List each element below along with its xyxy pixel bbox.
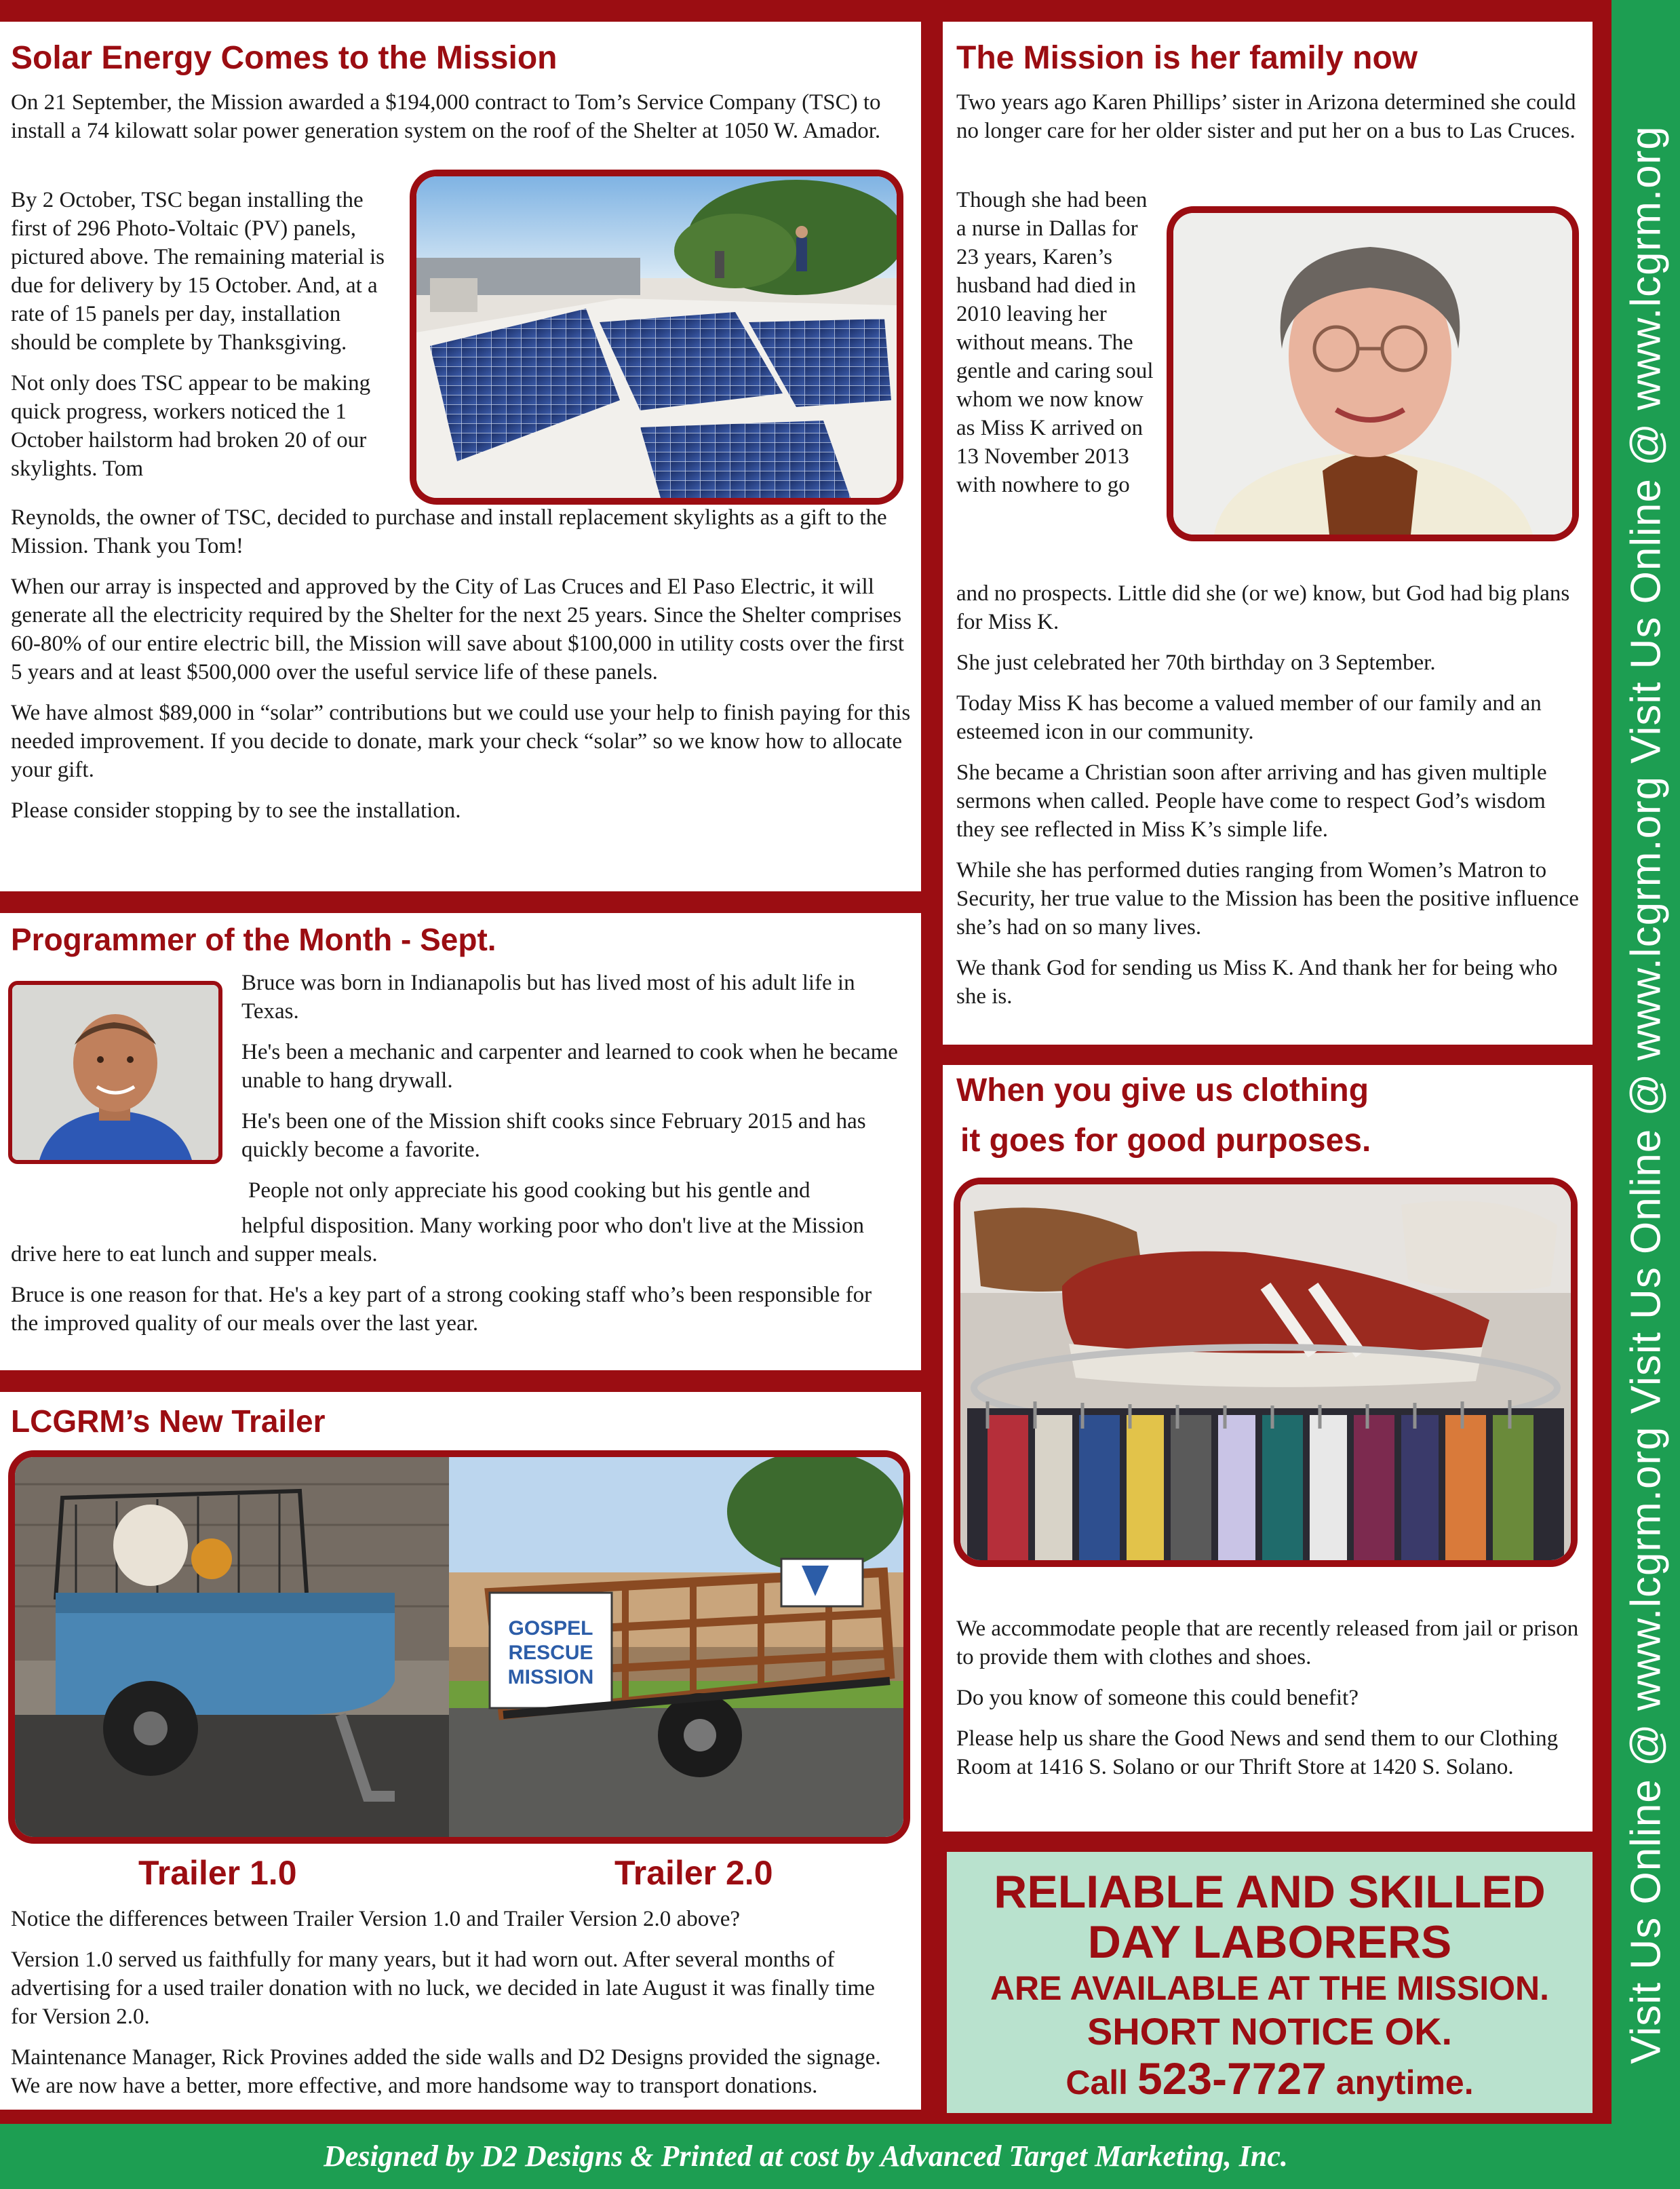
trailer-2-label: Trailer 2.0 [614,1854,773,1892]
solar-title: Solar Energy Comes to the Mission [11,40,558,76]
laborers-line4: SHORT NOTICE OK. [1087,2010,1453,2053]
clothing-article [943,1065,1593,1832]
family-paragraph: Today Miss K has become a valued member of our family and an esteemed icon in our community. [956,691,1542,744]
family-paragraph: Though she had been a nurse in Dallas for 23 years, Karen’s husband had died in 2010 leaving her without means. The gentle and caring soul whom we now know as Miss K arrived on 13 November 2013 with nowhere to go [956,188,1154,497]
programmer-paragraph: Bruce was born in Indianapolis but has lived most of his adult life in Texas. [241,971,855,1024]
programmer-paragraph: Bruce is one reason for that. He's a key part of a strong cooking staff who’s been responsible for the improved quality of our meals over the last year. [11,1283,872,1336]
clothing-paragraph: Do you know of someone this could benefit? [956,1686,1359,1710]
laborers-phone: 523-7727 [1137,2053,1327,2104]
laborers-call-prefix: Call [1066,2064,1137,2101]
laborers-line3: ARE AVAILABLE AT THE MISSION. [990,1969,1550,2007]
solar-paragraph: When our array is inspected and approved by the City of Las Cruces and El Paso Electric, it will generate all the electricity required by the Shelter for the next 25 years. Since the Shelter comprises 60-80% of our entire electric bill, the Mission will save about $100,000 in utility costs over the first 5 years and at least $500,000 over the useful service life of these panels. [11,575,905,684]
credits-footer [0,2124,1611,2189]
laborers-line1: RELIABLE AND SKILLED [994,1866,1546,1918]
programmer-body [11,1212,893,1350]
solar-paragraph: Please consider stopping by to see the installation. [11,798,461,823]
solar-paragraph: By 2 October, TSC began installing the first of 296 Photo-Voltaic (PV) panels, pictured above. The remaining material is due for delivery by 15 October. And, at a rate of 15 panels per day, installation should be complete by Thanksgiving. [11,188,385,355]
clothing-paragraph: We accommodate people that are recently released from jail or prison to provide them with clothes and shoes. [956,1616,1579,1669]
solar-panels-photo [410,170,903,505]
trailer-paragraph: Maintenance Manager, Rick Provines added the side walls and D2 Designs provided the signage. We are now have a better, more effective, and more handsome way to transport donations. [11,2045,881,2098]
family-paragraph: and no prospects. Little did she (or we) know, but God had big plans for Miss K. [956,581,1570,634]
family-paragraph: She just celebrated her 70th birthday on 3 September. [956,651,1436,675]
clothing-body [956,1614,1580,1794]
solar-paragraph: We have almost $89,000 in “solar” contributions but we could use your help to finish paying for this needed improvement. If you decide to donate, mark your check “solar” so we know how to allocate your gift. [11,701,911,782]
family-body [956,579,1580,1023]
clothing-title-line1: When you give us clothing [956,1072,1369,1108]
trailer-sign-line3: MISSION [507,1666,594,1688]
laborers-call-suffix: anytime. [1326,2064,1474,2101]
solar-article [0,22,921,891]
trailer-paragraph: Version 1.0 served us faithfully for many years, but it had worn out. After several months of advertising for a used trailer donation with no luck, we decided in late August it was finally time for Version 2.0. [11,1948,875,2029]
footer-credits-text: Designed by D2 Designs & Printed at cost by Advanced Target Marketing, Inc. [324,2139,1288,2173]
clothing-paragraph: Please help us share the Good News and send them to our Clothing Room at 1416 S. Solano or our Thrift Store at 1420 S. Solano. [956,1726,1559,1779]
laborers-line2: DAY LABORERS [1087,1916,1452,1968]
family-paragraph: We thank God for sending us Miss K. And thank her for being who she is. [956,956,1558,1009]
family-paragraph: Two years ago Karen Phillips’ sister in Arizona determined she could no longer care for her older sister and put her on a bus to Las Cruces. [956,90,1576,143]
clothing-title-line2: it goes for good purposes. [960,1123,1371,1159]
solar-body [11,503,913,837]
trailer-article [0,1392,921,2110]
programmer-title: Programmer of the Month - Sept. [11,922,496,957]
programmer-paragraph: He's been one of the Mission shift cooks since February 2015 and has quickly become a favorite. [241,1109,866,1162]
website-banner-text: Visit Us Online @ www.lcgrm.org Visit Us Online @ www.lcgrm.org Visit Us Online @ www.lcgrm.org [1622,125,1669,2064]
programmer-article [0,913,921,1370]
trailer-photos [8,1450,910,1844]
programmer-paragraph: People not only appreciate his good cooking but his gentle and [248,1178,810,1203]
clothing-rack-photo [954,1178,1578,1567]
trailer-1-label: Trailer 1.0 [138,1854,297,1892]
trailer-paragraph: Notice the differences between Trailer Version 1.0 and Trailer Version 2.0 above? [11,1907,740,1931]
bruce-portrait-photo [8,981,222,1164]
laborers-call-line [947,2054,1593,2107]
programmer-paragraph: helpful disposition. Many working poor who don't live at the Mission drive here to eat lunch and supper meals. [11,1214,864,1266]
family-paragraph: She became a Christian soon after arriving and has given multiple sermons when called. People have come to respect God’s wisdom they see reflected in Miss K’s simple life. [956,760,1547,842]
solar-paragraph: Not only does TSC appear to be making quick progress, workers noticed the 1 October hailstorm had broken 20 of our skylights. Tom [11,371,371,481]
solar-paragraph: On 21 September, the Mission awarded a $194,000 contract to Tom’s Service Company (TSC) to install a 74 kilowatt solar power generation system on the roof of the Shelter at 1050 W. Amador. [11,90,881,143]
miss-k-portrait-photo [1167,206,1579,541]
trailer-sign-line1: GOSPEL [508,1617,593,1640]
trailer-title: LCGRM’s New Trailer [11,1403,326,1439]
family-paragraph: While she has performed duties ranging from Women’s Matron to Security, her true value to the Mission has been the positive influence she’s had on so many lives. [956,858,1579,939]
programmer-paragraph: He's been a mechanic and carpenter and learned to cook when he became unable to hang drywall. [241,1040,898,1093]
family-article [943,22,1593,1045]
day-laborers-ad [947,1852,1593,2113]
trailer-body [11,1905,893,2110]
website-side-banner [1611,0,1680,2189]
trailer-sign-line2: RESCUE [508,1642,593,1664]
solar-left-column [11,186,394,483]
programmer-right-column [241,969,913,1205]
family-intro [956,88,1580,157]
solar-intro [11,88,913,157]
family-left-column [956,186,1160,499]
family-title: The Mission is her family now [956,40,1418,76]
solar-paragraph: Reynolds, the owner of TSC, decided to purchase and install replacement skylights as a gift to the Mission. Thank you Tom! [11,505,887,558]
